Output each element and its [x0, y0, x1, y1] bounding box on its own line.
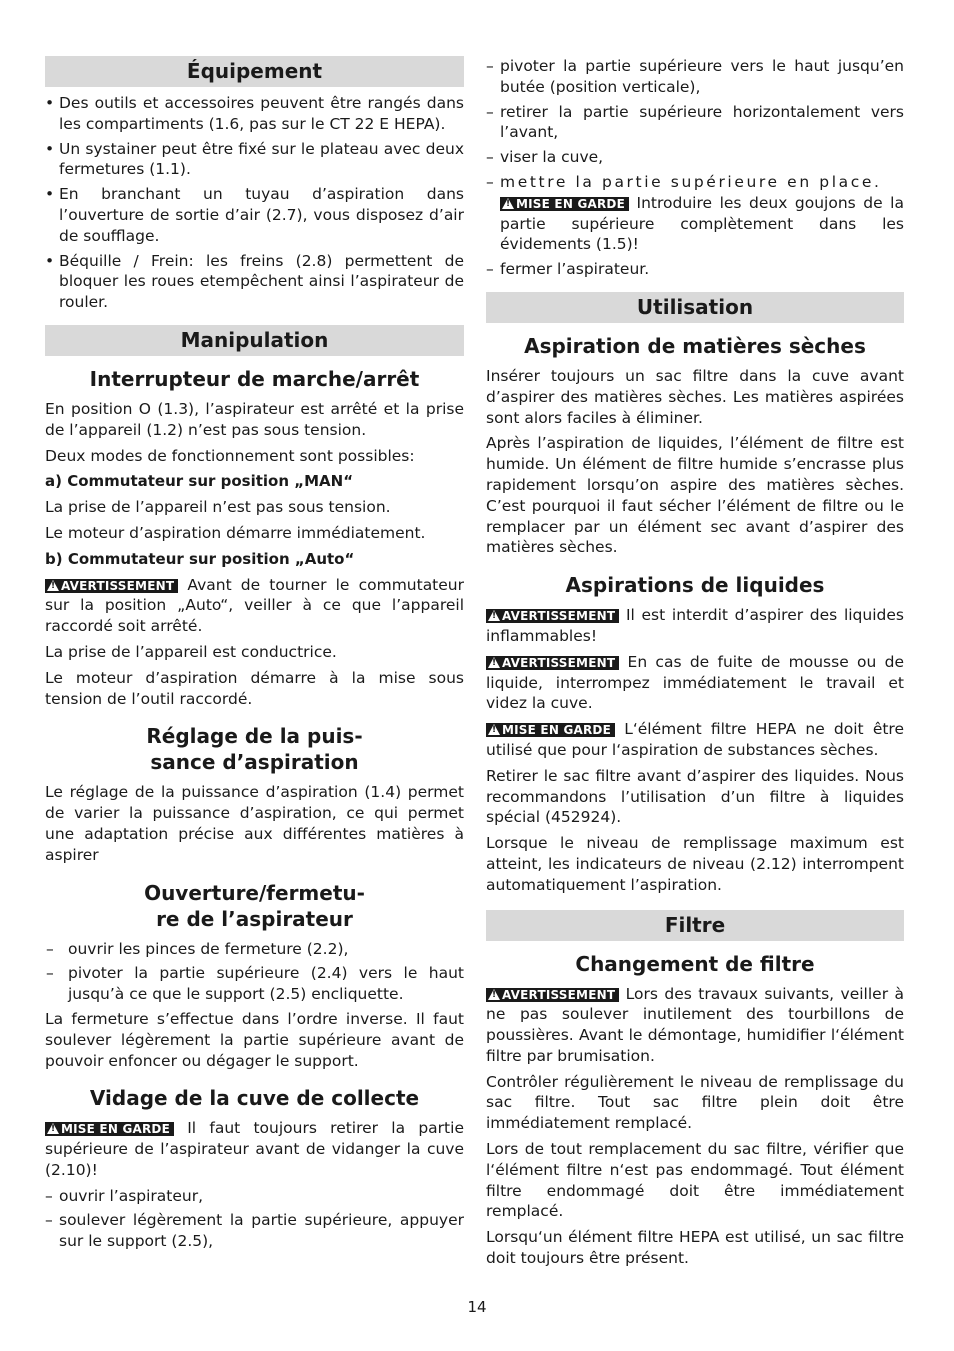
equipement-list: [45, 93, 464, 313]
list-item: – retirer la partie supérieure horizontalement vers l’avant,: [486, 102, 904, 144]
page-number: 14: [467, 1298, 487, 1316]
list-item: – ouvrir l’aspirateur,: [45, 1186, 464, 1207]
warning-badge: !AVERTISSEMENT: [486, 609, 619, 623]
list-item: – ouvrir les pinces de fermeture (2.2),: [45, 939, 464, 960]
paragraph: La prise de l’appareil n’est pas sous tension.: [45, 498, 391, 517]
list-item: – pivoter la partie supérieure (2.4) vers le haut jusqu’à ce que le support (2.5) encliquette.: [45, 963, 464, 1005]
paragraph: La fermeture s’effectue dans l’ordre inverse. Il faut soulever légèrement la partie supérieure avant de pouvoir enfoncer ou dégager le support.: [45, 1009, 464, 1070]
paragraph: !MISE EN GARDE L‘élément filtre HEPA ne doit être utilisé que pour l‘aspiration de substances sèches.: [486, 719, 904, 761]
warning-badge: !AVERTISSEMENT: [486, 656, 619, 670]
paragraph: Le moteur d’aspiration démarre immédiatement.: [45, 523, 426, 542]
heading-power: Réglage de la puis- sance d’aspiration: [146, 724, 363, 775]
warning-badge: !AVERTISSEMENT: [45, 579, 178, 593]
heading-empty: Vidage de la cuve de collecte: [89, 1086, 420, 1111]
heading-open-close: Ouverture/fermetu- re de l’aspirateur: [144, 880, 365, 931]
warning-triangle-icon: [488, 724, 500, 735]
right-column: [486, 56, 904, 1274]
section-band-filtre: Filtre: [486, 910, 904, 941]
paragraph: Deux modes de fonctionnement sont possibles:: [45, 446, 415, 465]
caution-badge: !MISE EN GARDE: [486, 723, 615, 737]
list-item: • Des outils et accessoires peuvent être rangés dans les compartiments (1.6, pas sur le CT 22 E HEPA).: [45, 93, 464, 135]
heading-liquids: Aspirations de liquides: [565, 573, 825, 598]
paragraph: Après l’aspiration de liquides, l’élément de filtre est humide. Un élément de filtre humide s’encrasse plus rapidement lorsqu’on aspire des matières sèches. C’est pourquoi il faut sécher l’élément de filtre ou le remplacer par un élément sec avant d’aspirer des matières sèches.: [486, 434, 904, 557]
paragraph: Lorsque le niveau de remplissage maximum est atteint, les indicateurs de niveau (2.12) interrompent automatiquement l’aspiration.: [486, 834, 904, 894]
list-item: – fermer l’aspirateur.: [486, 259, 904, 280]
left-column: [45, 56, 464, 1256]
section-band-equipement: Équipement: [45, 56, 464, 87]
open-close-list: [45, 939, 464, 1005]
list-item: • Béquille / Frein: les freins (2.8) permettent de bloquer les roues etempêchent ainsi l’aspirateur de rouler.: [45, 251, 464, 313]
list-item: – pivoter la partie supérieure vers le haut jusqu’en butée (position verticale),: [486, 56, 904, 98]
caution-badge: !MISE EN GARDE: [500, 197, 629, 211]
subheading-auto: b) Commutateur sur position „Auto“: [45, 549, 355, 568]
list-item: – soulever légèrement la partie supérieure, appuyer sur le support (2.5),: [45, 1210, 464, 1252]
paragraph: Le moteur d’aspiration démarre à la mise sous tension de l’outil raccordé.: [45, 668, 464, 708]
warning-triangle-icon: [47, 580, 59, 591]
list-item: – mettre la partie supérieure en place. !MISE EN GARDE Introduire les deux goujons de la partie supérieure complètement dans les évidements (1.5)!: [486, 172, 904, 255]
empty-steps-list: [486, 56, 904, 280]
heading-change-filter: Changement de filtre: [575, 951, 815, 976]
warning-triangle-icon: [488, 657, 500, 668]
paragraph: En position O (1.3), l’aspirateur est arrêté et la prise de l’appareil (1.2) n’est pas sous tension.: [45, 399, 464, 439]
paragraph: !MISE EN GARDE Il faut toujours retirer la partie supérieure de l’aspirateur avant de vidanger la cuve (2.10)!: [45, 1118, 464, 1180]
list-item: • Un systainer peut être fixé sur le plateau avec deux fermetures (1.1).: [45, 139, 464, 181]
caution-badge: !MISE EN GARDE: [45, 1122, 174, 1136]
section-band-utilisation: Utilisation: [486, 292, 904, 323]
paragraph: Lorsqu‘un élément filtre HEPA est utilisé, un sac filtre doit toujours être présent.: [486, 1228, 904, 1268]
paragraph: Retirer le sac filtre avant d’aspirer des liquides. Nous recommandons l’utilisation d’un filtre à liquides spécial (452924).: [486, 766, 904, 827]
paragraph: !AVERTISSEMENT En cas de fuite de mousse ou de liquide, interrompez immédiatement le travail et videz la cuve.: [486, 652, 904, 714]
paragraph: !AVERTISSEMENT Lors des travaux suivants, veiller à ne pas soulever inutilement des tourbillons de poussières. Avant le démontage, humidifier l‘élément filtre par brumisation.: [486, 984, 904, 1067]
paragraph: Le réglage de la puissance d’aspiration (1.4) permet de varier la puissance d’aspiration, ce qui permet une adaptation précise aux différentes matières à aspirer: [45, 783, 464, 864]
warning-triangle-icon: [488, 989, 500, 1000]
warning-triangle-icon: [47, 1123, 59, 1134]
paragraph: !AVERTISSEMENT Avant de tourner le commutateur sur la position „Auto“, veiller à ce que l’appareil raccordé soit arrêté.: [45, 575, 464, 637]
warning-triangle-icon: [502, 198, 514, 209]
paragraph: La prise de l’appareil est conductrice.: [45, 642, 337, 661]
warning-badge: !AVERTISSEMENT: [486, 988, 619, 1002]
section-band-manipulation: Manipulation: [45, 325, 464, 356]
paragraph: !AVERTISSEMENT Il est interdit d’aspirer des liquides inflammables!: [486, 605, 904, 647]
empty-list: [45, 1186, 464, 1252]
list-item: • En branchant un tuyau d’aspiration dans l’ouverture de sortie d’air (2.7), vous disposez d’air de soufflage.: [45, 184, 464, 246]
paragraph: Lors de tout remplacement du sac filtre, vérifier que l‘élément filtre n‘est pas endommagé. Tout élément filtre endommagé doit être immédiatement remplacé.: [486, 1140, 904, 1221]
warning-triangle-icon: [488, 610, 500, 621]
subheading-man: a) Commutateur sur position „MAN“: [45, 472, 354, 491]
paragraph: Contrôler régulièrement le niveau de remplissage du sac filtre. Tout sac filtre plein doit être immédiatement remplacé.: [486, 1072, 904, 1133]
list-item: – viser la cuve,: [486, 147, 904, 168]
heading-dry: Aspiration de matières sèches: [524, 333, 866, 358]
paragraph: Insérer toujours un sac filtre dans la cuve avant d’aspirer des matières sèches. Les matières aspirées sont alors faciles à éliminer.: [486, 366, 904, 427]
heading-switch: Interrupteur de marche/arrêt: [89, 366, 420, 391]
